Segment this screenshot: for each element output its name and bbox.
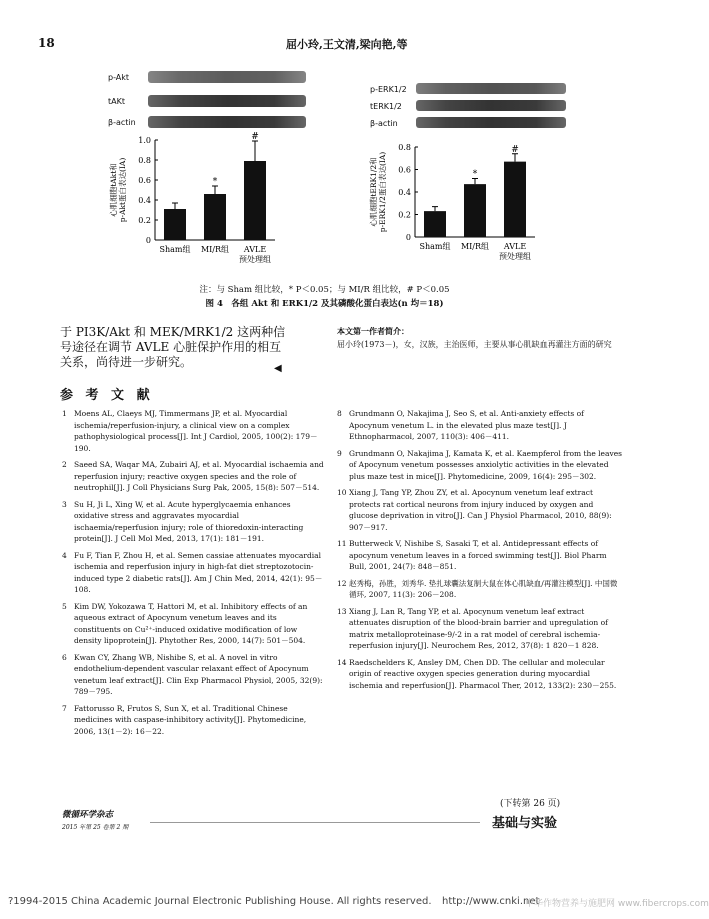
references-left-column (62, 408, 324, 742)
blot-band (148, 71, 306, 83)
reference-number: 4 (62, 550, 67, 560)
x-tick-label: Sham组 (419, 242, 451, 251)
journal-name: 微循环学杂志 (62, 810, 114, 820)
y-tick-label: 0.4 (398, 188, 411, 197)
reference-number: 6 (62, 652, 67, 662)
watermark-text: 中华作物营养与施肥网 www.fibercrops.com (525, 899, 709, 909)
reference-item (337, 606, 622, 652)
reference-number: 11 (337, 539, 347, 548)
y-tick-label: 0.8 (138, 156, 151, 165)
figure-note: 注：与 Sham 组比较，* P＜0.05；与 MI/R 组比较，# P＜0.05 (199, 285, 450, 295)
blot-band (416, 100, 566, 111)
blot-label: tAKt (108, 97, 125, 106)
reference-number: 14 (337, 657, 347, 667)
reference-text: Kim DW, Yokozawa T, Hattori M, et al. Inhibitory effects of an aqueous extract of Apocynum venetum leaves and its constituents on Cu²⁺-induced oxidative modification of low density lipoprotein[J]. Phytother Res, 2000, 14(7): 501－504. (74, 601, 308, 645)
reference-number: 9 (337, 448, 342, 458)
blot-band (416, 117, 566, 128)
reference-number: 2 (62, 460, 67, 469)
x-tick-label: MI/R组 (460, 242, 490, 251)
significance-mark: # (251, 132, 259, 142)
reference-item (62, 408, 324, 454)
reference-text: Kwan CY, Zhang WB, Nishibe S, et al. A novel in vitro endothelium-dependent vascular relaxant effect of Apocynum venetum leaf extract[J]. Clin Exp Pharmacol Physiol, 2005, 32(9): 789－795. (74, 652, 323, 696)
bar (424, 211, 446, 237)
reference-text: Fu F, Tian F, Zhou H, et al. Semen cassiae attenuates myocardial ischemia and reperfusion injury in high-fat diet streptozotocin-induced type 2 diabetic rats[J]. Am J Chin Med, 2014, 42(1): 95－108. (74, 550, 323, 594)
y-tick-label: 0.2 (398, 210, 411, 220)
reference-number: 7 (62, 703, 67, 713)
blot-label: p-ERK1/2 (370, 85, 407, 94)
reference-number: 13 (337, 606, 347, 616)
blot-band (148, 95, 306, 107)
bar (504, 162, 526, 237)
reference-item (337, 578, 622, 601)
right-bar-chart (360, 135, 590, 275)
reference-number: 1 (62, 409, 67, 418)
reference-text: Su H, Ji L, Xing W, et al. Acute hyperglycaemia enhances oxidative stress and aggravates myocardial ischaemia/reperfusion injury; role of thioredoxin-interacting protein[J]. J Cell Mol Med, 2013, 17(1): 181－191. (74, 499, 304, 543)
reference-text: 赵秀梅，孙胜，刘秀华. 垫扎球囊法复制大鼠在体心肌缺血/再灌注模型[J]. 中国微循环, 2007, 11(3): 206－208. (349, 578, 618, 599)
reference-text: Moens AL, Claeys MJ, Timmermans JP, et al. Myocardial ischemia/reperfusion-injury, a clinical view on a complex pathophysiological process[J]. Int J Cardiol, 2005, 100(2): 179－190. (74, 409, 318, 453)
reference-number: 8 (337, 409, 342, 418)
references-heading: 参 考 文 献 (60, 388, 154, 403)
reference-item (62, 652, 324, 698)
reference-item (62, 459, 324, 494)
reference-text: Grundmann O, Nakajima J, Seo S, et al. Anti-anxiety effects of Apocynum venetum L. in the elevated plus maze test[J]. J Ethnopharmacol, 2007, 110(3): 406－411. (349, 409, 584, 441)
significance-mark: * (212, 177, 218, 187)
significance-mark: # (511, 144, 519, 155)
page-number: 18 (38, 36, 55, 50)
body-paragraph: 于 PI3K/Akt 和 MEK/MRK1/2 这两种信号途径在调节 AVLE 心脏保护作用的相互关系，尚待进一步研究。 (60, 325, 286, 369)
blot-label: tERK1/2 (370, 102, 402, 111)
reference-number: 3 (62, 499, 67, 509)
y-axis-label: 心肌细胞tERK1/2和p-ERK1/2蛋白表达(IA) (369, 151, 387, 233)
author-bio (337, 325, 627, 351)
footer-url: http://www.cnki.net (442, 896, 540, 907)
reference-text: Saeed SA, Waqar MA, Zubairi AJ, et al. Myocardial ischaemia and reperfusion injury; reactive oxygen species and the role of neutrophil[J]. J Coll Physicians Surg Pak, 2005, 15(8): 507－514. (74, 460, 324, 492)
x-tick-label: AVLE 预处理组 (499, 242, 531, 261)
y-tick-label: 0.8 (398, 143, 411, 152)
reference-item (62, 550, 324, 596)
bar (244, 161, 266, 240)
reference-text: Butterweck V, Nishibe S, Sasaki T, et al. Antidepressant effects of apocynum venetum leaves in a forced swimming test[J]. Biol Pharm Bull, 2001, 24(7): 848－851. (349, 539, 607, 571)
bar (164, 209, 186, 240)
bar (204, 194, 226, 240)
reference-item (62, 601, 324, 647)
reference-text: Raedschelders K, Ansley DM, Chen DD. The cellular and molecular origin of reactive oxygen species generation during myocardial ischemia and reperfusion[J]. Pharmacol Ther, 2012, 133(2): 230－255. (349, 657, 617, 690)
copyright-text: ?1994-2015 China Academic Journal Electronic Publishing House. All rights reserved. (8, 896, 432, 907)
reference-text: Grundmann O, Nakajima J, Kamata K, et al. Kaempferol from the leaves of Apocynum venetum possesses anxiolytic activities in the elevated plus maze test in mice[J]. Phytomedicine, 2009, 16(4): 295－302. (349, 448, 622, 481)
reference-item (337, 408, 622, 443)
author-bio-text: 屈小玲(1973－)，女，汉族，主治医师，主要从事心肌缺血再灌注方面的研究 (337, 340, 612, 349)
y-tick-label: 0.4 (138, 196, 151, 205)
y-tick-label: 0.6 (138, 176, 151, 185)
x-tick-label: AVLE 预处理组 (239, 245, 271, 264)
blot-label: p-Akt (108, 73, 130, 82)
reference-item (337, 538, 622, 573)
y-tick-label: 1.0 (138, 136, 151, 145)
figure-caption: 图 4 各组 Akt 和 ERK1/2 及其磷酸化蛋白表达(n 均＝18) (205, 299, 444, 309)
left-bar-chart (100, 128, 330, 278)
reference-text: Xiang J, Tang YP, Zhou ZY, et al. Apocynum venetum leaf extract protects rat cortical neurons from injury induced by oxygen and glucose deprivation in vitro[J]. Can J Physiol Pharmacol, 2010, 88(9): 907－917. (349, 488, 612, 532)
blot-band (148, 116, 306, 128)
right-western-blot (370, 82, 570, 142)
y-tick-label: 0 (405, 233, 411, 242)
reference-text: Xiang J, Lan R, Tang YP, et al. Apocynum venetum leaf extract attenuates disruption of the blood-brain barrier and upregulation of matrix metalloproteinase-9/-2 in a rat model of cerebral ischemia-reperfusion injury[J]. Neurochem Res, 2012, 37(8): 1 820－1 828. (349, 606, 608, 650)
reference-item (337, 448, 622, 483)
reference-item (337, 657, 622, 692)
journal-issue: 2015 年第 25 卷第 2 期 (62, 824, 129, 831)
left-western-blot (108, 68, 308, 128)
footer-rule (150, 822, 480, 823)
blot-label: β-actin (370, 119, 398, 128)
y-tick-label: 0.2 (138, 216, 151, 225)
references-right-column (337, 408, 622, 696)
reference-text: Fattorusso R, Frutos S, Sun X, et al. Traditional Chinese medicines with caspase-inhibitory activity[J]. Phytomedicine, 2006, 13(1－2): 16－22. (74, 703, 307, 736)
reference-item (337, 487, 622, 533)
continued-note: (下转第 26 页) (500, 799, 561, 809)
y-axis-label: 心肌细胞tAkt和p-Akt蛋白表达(IA) (109, 157, 127, 223)
triangle-marker-icon: ◀ (274, 363, 282, 374)
significance-mark: * (472, 169, 478, 180)
running-header-authors: 屈小玲,王文清,梁向艳,等 (286, 38, 408, 51)
reference-item (62, 499, 324, 545)
reference-number: 12 (337, 578, 347, 588)
bar (464, 184, 486, 237)
blot-band (416, 83, 566, 94)
x-tick-label: Sham组 (159, 245, 191, 254)
x-tick-label: MI/R组 (200, 245, 230, 254)
blot-label: β-actin (108, 118, 136, 127)
reference-number: 10 (337, 488, 347, 497)
author-bio-title: 本文第一作者简介： (337, 326, 409, 336)
reference-number: 5 (62, 601, 67, 611)
y-tick-label: 0 (145, 236, 151, 245)
reference-item (62, 703, 324, 738)
section-title: 基础与实验 (492, 816, 558, 831)
y-tick-label: 0.6 (398, 165, 411, 175)
